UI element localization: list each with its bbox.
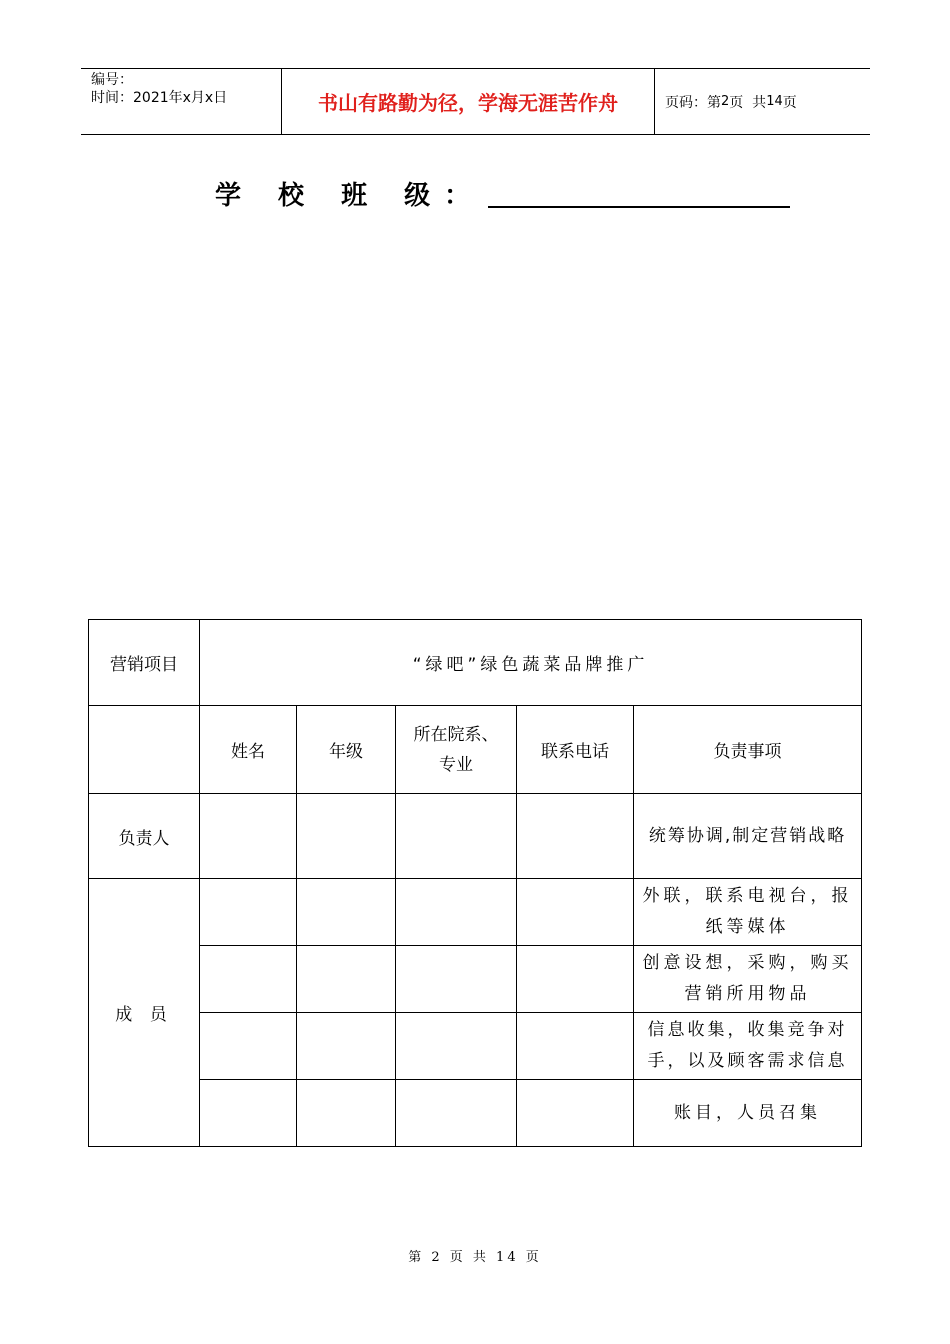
page-footer: 第 2 页 共 14 页 — [408, 1250, 542, 1265]
page-total: 14 — [766, 94, 783, 109]
leader-duty: 统筹协调,制定营销战略 — [634, 794, 862, 879]
member-duty: 创意设想，采购，购买营销所用物品 — [634, 946, 862, 1013]
header-meta — [81, 69, 282, 134]
member-row — [89, 879, 862, 946]
page-mid: 页 共 — [729, 94, 767, 111]
member-grade-cell[interactable] — [297, 879, 396, 946]
member-grade-cell[interactable] — [297, 1013, 396, 1080]
member-department-cell[interactable] — [396, 879, 517, 946]
team-table — [88, 619, 862, 1147]
page-suffix: 页 — [782, 94, 797, 111]
header-motto: 书山有路勤为径，学海无涯苦作舟 — [282, 69, 655, 134]
col-name: 姓名 — [200, 706, 297, 794]
number-label: 编号： — [91, 72, 133, 88]
leader-row — [89, 794, 862, 879]
leader-department-cell[interactable] — [396, 794, 517, 879]
col-phone: 联系电话 — [517, 706, 634, 794]
member-phone-cell[interactable] — [517, 879, 634, 946]
member-phone-cell[interactable] — [517, 1013, 634, 1080]
school-class-blank[interactable] — [488, 176, 790, 208]
project-row — [89, 620, 862, 706]
leader-label: 负责人 — [89, 794, 200, 879]
leader-name-cell[interactable] — [200, 794, 297, 879]
member-department-cell[interactable] — [396, 1080, 517, 1147]
project-value: “绿吧”绿色蔬菜品牌推广 — [200, 620, 862, 706]
member-name-cell[interactable] — [200, 946, 297, 1013]
page-number: 2 — [721, 94, 730, 109]
school-class-label: 学 校 班 级： — [215, 181, 485, 211]
member-name-cell[interactable] — [200, 1080, 297, 1147]
member-duty: 外联，联系电视台，报纸等媒体 — [634, 879, 862, 946]
member-row — [89, 946, 862, 1013]
member-phone-cell[interactable] — [517, 1080, 634, 1147]
corner-cell — [89, 706, 200, 794]
member-grade-cell[interactable] — [297, 946, 396, 1013]
member-department-cell[interactable] — [396, 1013, 517, 1080]
member-row — [89, 1080, 862, 1147]
member-duty: 账目，人员召集 — [634, 1080, 862, 1147]
page-header — [81, 68, 870, 135]
header-page-info — [655, 69, 870, 134]
member-department-cell[interactable] — [396, 946, 517, 1013]
school-class-line — [215, 172, 790, 212]
member-name-cell[interactable] — [200, 879, 297, 946]
project-label: 营销项目 — [89, 620, 200, 706]
member-grade-cell[interactable] — [297, 1080, 396, 1147]
member-name-cell[interactable] — [200, 1013, 297, 1080]
leader-grade-cell[interactable] — [297, 794, 396, 879]
col-department: 所在院系、专业 — [396, 706, 517, 794]
member-row — [89, 1013, 862, 1080]
leader-phone-cell[interactable] — [517, 794, 634, 879]
member-phone-cell[interactable] — [517, 946, 634, 1013]
page-prefix: 页码：第 — [665, 94, 721, 111]
member-duty: 信息收集，收集竞争对手，以及顾客需求信息 — [634, 1013, 862, 1080]
col-duty: 负责事项 — [634, 706, 862, 794]
col-grade: 年级 — [297, 706, 396, 794]
members-label: 成 员 — [89, 879, 200, 1147]
time-label: 时间：2021年x月x日 — [91, 90, 228, 106]
column-header-row — [89, 706, 862, 794]
